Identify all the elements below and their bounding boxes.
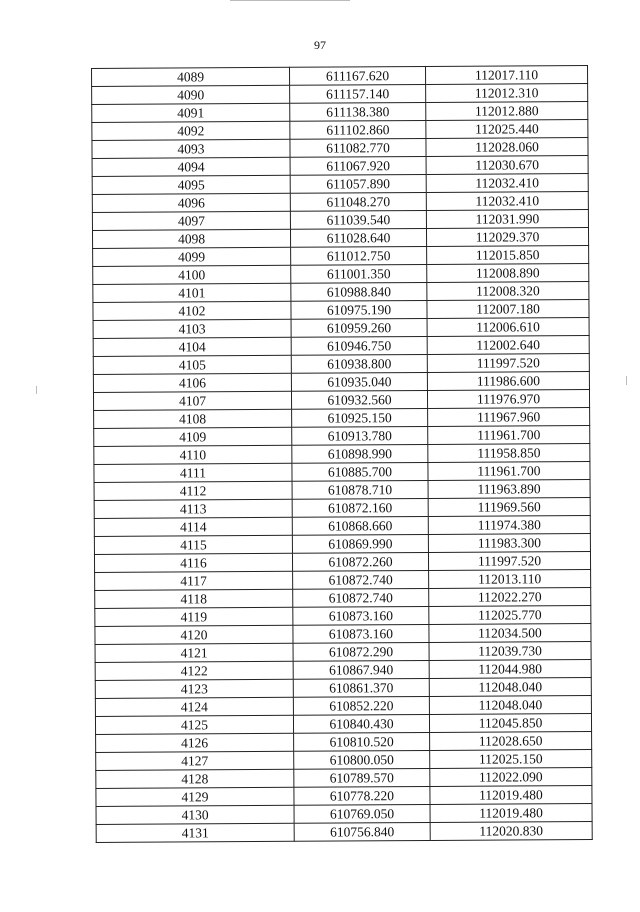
table-row: [94, 407, 590, 428]
table-row: [92, 173, 588, 194]
point-id-cell: 4097: [92, 211, 290, 230]
point-id-cell: 4120: [95, 625, 293, 644]
table-row: [92, 65, 588, 86]
table-row: [93, 299, 589, 320]
y-coordinate-cell: 112028.650: [430, 731, 592, 750]
point-id-cell: 4130: [96, 805, 294, 824]
x-coordinate-cell: 610861.370: [293, 678, 429, 697]
x-coordinate-cell: 610852.220: [293, 696, 429, 715]
x-coordinate-cell: 610935.040: [291, 372, 427, 391]
y-coordinate-cell: 112012.310: [426, 83, 588, 102]
y-coordinate-cell: 111983.300: [428, 533, 590, 552]
table-row: [96, 803, 592, 824]
x-coordinate-cell: 610898.990: [292, 444, 428, 463]
x-coordinate-cell: 610872.290: [293, 642, 429, 661]
point-id-cell: 4103: [93, 319, 291, 338]
table-row: [95, 659, 591, 680]
point-id-cell: 4112: [94, 481, 292, 500]
point-id-cell: 4099: [93, 247, 291, 266]
point-id-cell: 4127: [96, 751, 294, 770]
x-coordinate-cell: 611082.770: [290, 138, 426, 157]
point-id-cell: 4092: [92, 121, 290, 140]
point-id-cell: 4095: [92, 175, 290, 194]
x-coordinate-cell: 611001.350: [291, 264, 427, 283]
x-coordinate-cell: 611057.890: [290, 174, 426, 193]
table-row: [96, 821, 592, 842]
y-coordinate-cell: 112028.060: [426, 137, 588, 156]
y-coordinate-cell: 112048.040: [429, 677, 591, 696]
x-coordinate-cell: 610878.710: [292, 480, 428, 499]
table-row: [95, 677, 591, 698]
x-coordinate-cell: 610769.050: [294, 804, 430, 823]
point-id-cell: 4089: [92, 67, 290, 86]
x-coordinate-cell: 610946.750: [291, 336, 427, 355]
y-coordinate-cell: 111976.970: [427, 389, 589, 408]
y-coordinate-cell: 112022.090: [430, 767, 592, 786]
point-id-cell: 4101: [93, 283, 291, 302]
y-coordinate-cell: 111958.850: [428, 443, 590, 462]
x-coordinate-cell: 610778.220: [294, 786, 430, 805]
point-id-cell: 4114: [94, 517, 292, 536]
y-coordinate-cell: 112019.480: [430, 803, 592, 822]
y-coordinate-cell: 111997.520: [428, 551, 590, 570]
table-row: [96, 767, 592, 788]
x-coordinate-cell: 610872.740: [293, 588, 429, 607]
x-coordinate-cell: 611167.620: [289, 66, 425, 85]
table-row: [93, 263, 589, 284]
table-row: [95, 587, 591, 608]
table-row: [92, 101, 588, 122]
scan-edge-mark-right: [626, 376, 627, 385]
point-id-cell: 4108: [94, 409, 292, 428]
x-coordinate-cell: 610868.660: [292, 516, 428, 535]
point-id-cell: 4125: [95, 715, 293, 734]
x-coordinate-cell: 611067.920: [290, 156, 426, 175]
coordinates-table-body: [92, 65, 593, 842]
y-coordinate-cell: 112015.850: [427, 245, 589, 264]
table-row: [96, 749, 592, 770]
point-id-cell: 4109: [94, 427, 292, 446]
table-row: [92, 227, 588, 248]
y-coordinate-cell: 112022.270: [429, 587, 591, 606]
point-id-cell: 4104: [93, 337, 291, 356]
y-coordinate-cell: 112032.410: [426, 173, 588, 192]
coordinates-table: [91, 65, 593, 843]
y-coordinate-cell: 112030.670: [426, 155, 588, 174]
table-row: [92, 209, 588, 230]
point-id-cell: 4090: [92, 85, 290, 104]
x-coordinate-cell: 610975.190: [291, 300, 427, 319]
y-coordinate-cell: 111961.700: [428, 425, 590, 444]
table-row: [94, 533, 590, 554]
point-id-cell: 4128: [96, 769, 294, 788]
page-number: 97: [314, 38, 326, 52]
x-coordinate-cell: 610756.840: [294, 822, 430, 841]
y-coordinate-cell: 111997.520: [427, 353, 589, 372]
y-coordinate-cell: 112044.980: [429, 659, 591, 678]
x-coordinate-cell: 611039.540: [290, 210, 426, 229]
y-coordinate-cell: 112034.500: [429, 623, 591, 642]
x-coordinate-cell: 610932.560: [291, 390, 427, 409]
point-id-cell: 4115: [94, 535, 292, 554]
y-coordinate-cell: 112008.320: [427, 281, 589, 300]
point-id-cell: 4116: [94, 553, 292, 572]
point-id-cell: 4117: [95, 571, 293, 590]
point-id-cell: 4106: [93, 373, 291, 392]
table-row: [92, 155, 588, 176]
table-row: [94, 443, 590, 464]
x-coordinate-cell: 611157.140: [290, 84, 426, 103]
x-coordinate-cell: 610789.570: [294, 768, 430, 787]
point-id-cell: 4096: [92, 193, 290, 212]
point-id-cell: 4119: [95, 607, 293, 626]
x-coordinate-cell: 610959.260: [291, 318, 427, 337]
y-coordinate-cell: 112039.730: [429, 641, 591, 660]
y-coordinate-cell: 112048.040: [429, 695, 591, 714]
x-coordinate-cell: 610873.160: [293, 624, 429, 643]
x-coordinate-cell: 610872.260: [292, 552, 428, 571]
table-row: [93, 281, 589, 302]
table-row: [94, 551, 590, 572]
table-row: [93, 389, 589, 410]
x-coordinate-cell: 611028.640: [290, 228, 426, 247]
y-coordinate-cell: 111967.960: [428, 407, 590, 426]
point-id-cell: 4110: [94, 445, 292, 464]
table-row: [92, 119, 588, 140]
x-coordinate-cell: 610872.740: [293, 570, 429, 589]
table-row: [95, 641, 591, 662]
point-id-cell: 4123: [95, 679, 293, 698]
point-id-cell: 4122: [95, 661, 293, 680]
table-row: [93, 317, 589, 338]
point-id-cell: 4124: [95, 697, 293, 716]
table-row: [94, 479, 590, 500]
scan-edge-mark-left: [36, 386, 37, 394]
y-coordinate-cell: 112002.640: [427, 335, 589, 354]
x-coordinate-cell: 610840.430: [293, 714, 429, 733]
table-row: [92, 83, 588, 104]
y-coordinate-cell: 112025.150: [430, 749, 592, 768]
table-row: [95, 605, 591, 626]
point-id-cell: 4113: [94, 499, 292, 518]
x-coordinate-cell: 610867.940: [293, 660, 429, 679]
y-coordinate-cell: 112013.110: [429, 569, 591, 588]
point-id-cell: 4102: [93, 301, 291, 320]
y-coordinate-cell: 112032.410: [426, 191, 588, 210]
point-id-cell: 4093: [92, 139, 290, 158]
table-row: [96, 731, 592, 752]
table-row: [93, 245, 589, 266]
table-row: [92, 191, 588, 212]
y-coordinate-cell: 112025.770: [429, 605, 591, 624]
y-coordinate-cell: 112020.830: [430, 821, 592, 840]
point-id-cell: 4107: [93, 391, 291, 410]
point-id-cell: 4131: [96, 823, 294, 842]
y-coordinate-cell: 112007.180: [427, 299, 589, 318]
point-id-cell: 4098: [92, 229, 290, 248]
y-coordinate-cell: 112017.110: [425, 65, 587, 84]
table-row: [94, 515, 590, 536]
y-coordinate-cell: 112006.610: [427, 317, 589, 336]
table-row: [95, 713, 591, 734]
table-row: [92, 137, 588, 158]
x-coordinate-cell: 610988.840: [291, 282, 427, 301]
table-row: [94, 425, 590, 446]
x-coordinate-cell: 610885.700: [292, 462, 428, 481]
y-coordinate-cell: 112029.370: [426, 227, 588, 246]
table-row: [95, 623, 591, 644]
x-coordinate-cell: 610925.150: [292, 408, 428, 427]
table-row: [95, 695, 591, 716]
table-row: [94, 497, 590, 518]
point-id-cell: 4111: [94, 463, 292, 482]
x-coordinate-cell: 611048.270: [290, 192, 426, 211]
x-coordinate-cell: 610800.050: [294, 750, 430, 769]
x-coordinate-cell: 610873.160: [293, 606, 429, 625]
x-coordinate-cell: 611138.380: [290, 102, 426, 121]
y-coordinate-cell: 112008.890: [427, 263, 589, 282]
table-row: [94, 461, 590, 482]
x-coordinate-cell: 610913.780: [292, 426, 428, 445]
y-coordinate-cell: 111963.890: [428, 479, 590, 498]
point-id-cell: 4129: [96, 787, 294, 806]
table-row: [96, 785, 592, 806]
y-coordinate-cell: 112025.440: [426, 119, 588, 138]
table-row: [93, 335, 589, 356]
x-coordinate-cell: 610869.990: [292, 534, 428, 553]
y-coordinate-cell: 112031.990: [426, 209, 588, 228]
x-coordinate-cell: 611102.860: [290, 120, 426, 139]
x-coordinate-cell: 610938.800: [291, 354, 427, 373]
scan-edge-mark-top: [230, 0, 350, 1]
x-coordinate-cell: 611012.750: [291, 246, 427, 265]
point-id-cell: 4091: [92, 103, 290, 122]
point-id-cell: 4094: [92, 157, 290, 176]
point-id-cell: 4126: [96, 733, 294, 752]
x-coordinate-cell: 610872.160: [292, 498, 428, 517]
y-coordinate-cell: 112019.480: [430, 785, 592, 804]
x-coordinate-cell: 610810.520: [294, 732, 430, 751]
y-coordinate-cell: 111969.560: [428, 497, 590, 516]
y-coordinate-cell: 111961.700: [428, 461, 590, 480]
table-row: [95, 569, 591, 590]
table-row: [93, 371, 589, 392]
point-id-cell: 4121: [95, 643, 293, 662]
point-id-cell: 4105: [93, 355, 291, 374]
y-coordinate-cell: 112012.880: [426, 101, 588, 120]
y-coordinate-cell: 111974.380: [428, 515, 590, 534]
y-coordinate-cell: 112045.850: [429, 713, 591, 732]
y-coordinate-cell: 111986.600: [427, 371, 589, 390]
point-id-cell: 4100: [93, 265, 291, 284]
table-row: [93, 353, 589, 374]
point-id-cell: 4118: [95, 589, 293, 608]
